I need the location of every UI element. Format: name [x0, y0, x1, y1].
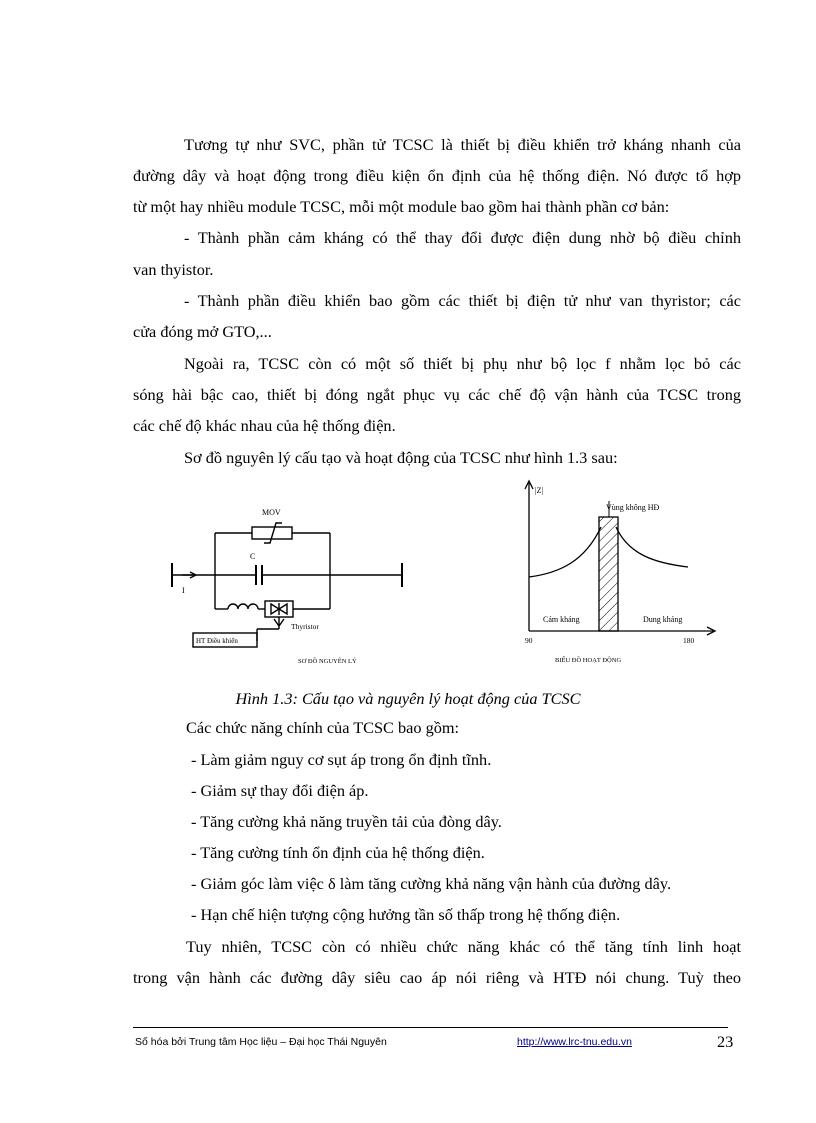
list-item: - Tăng cường khả năng truyền tải của đòng dây. — [191, 812, 502, 831]
capacitor-label: C — [250, 552, 256, 561]
footer-link[interactable]: http://www.lrc-tnu.edu.vn — [517, 1036, 632, 1048]
chart-region-label: Vùng không HĐ — [606, 503, 660, 512]
text-line: Tuy nhiên, TCSC còn có nhiều chức năng khác có thể tăng tính linh hoạt — [186, 937, 741, 956]
text-line: van thyistor. — [133, 260, 214, 279]
text-line: trong vận hành các đường dây siêu cao áp nói riêng và HTĐ nói chung. Tuỳ theo — [133, 968, 741, 987]
chart-left-region: Cảm kháng — [543, 615, 580, 624]
tcsc-operating-chart — [505, 477, 725, 669]
text-line: - Thành phần cảm kháng có thể thay đổi được điện dung nhờ bộ điều chỉnh — [184, 228, 741, 247]
footer-source: Số hóa bởi Trung tâm Học liệu – Đại học Thái Nguyên — [135, 1036, 387, 1048]
mov-label: MOV — [262, 508, 281, 517]
page-number: 23 — [717, 1032, 734, 1051]
list-item: - Giảm góc làm việc δ làm tăng cường khả năng vận hành của đường dây. — [191, 874, 672, 893]
text-line: các chế độ khác nhau của hệ thống điện. — [133, 416, 396, 435]
text-line: từ một hay nhiều module TCSC, mỗi một module bao gồm hai thành phần cơ bản: — [133, 197, 670, 216]
list-item: - Làm giảm nguy cơ sụt áp trong ổn định tĩnh. — [191, 750, 492, 769]
chart-x-min: 90 — [525, 636, 533, 645]
current-label: I — [182, 586, 185, 595]
chart-ylabel: |Z| — [535, 486, 544, 495]
control-system-label: HT Điều khiển — [196, 637, 238, 645]
functions-intro: Các chức năng chính của TCSC bao gồm: — [186, 718, 460, 737]
text-line: - Thành phần điều khiển bao gồm các thiết bị điện tử như van thyristor; các — [184, 291, 741, 310]
tcsc-circuit-diagram — [160, 495, 420, 675]
chart-x-max: 180 — [683, 636, 695, 645]
list-item: - Giảm sự thay đổi điện áp. — [191, 781, 369, 800]
circuit-title: SƠ ĐỒ NGUYÊN LÝ — [298, 658, 357, 665]
text-line: Ngoài ra, TCSC còn có một số thiết bị phụ như bộ lọc f nhằm lọc bỏ các — [184, 354, 741, 373]
text-line: cửa đóng mở GTO,... — [133, 322, 272, 341]
text-line: đường dây và hoạt động trong điều kiện ổn định của hệ thống điện. Nó được tổ hợp — [133, 166, 741, 185]
footer-divider — [133, 1027, 728, 1028]
thyristor-label: Thyristor — [291, 622, 319, 631]
text-line: Tương tự như SVC, phần tử TCSC là thiết bị điều khiển trở kháng nhanh của — [184, 135, 741, 154]
list-item: - Hạn chế hiện tượng cộng hưởng tần số thấp trong hệ thống điện. — [191, 905, 621, 924]
figure-intro-text: Sơ đồ nguyên lý cấu tạo và hoạt động của TCSC như hình 1.3 sau: — [184, 448, 618, 467]
chart-right-region: Dung kháng — [643, 615, 683, 624]
figure-caption: Hình 1.3: Cấu tạo và nguyên lý hoạt động của TCSC — [235, 689, 581, 708]
chart-title: BIỂU ĐỒ HOẠT ĐỘNG — [555, 657, 622, 664]
text-line: sóng hài bậc cao, thiết bị đóng ngắt phục vụ các chế độ vận hành của TCSC trong — [133, 385, 741, 404]
list-item: - Tăng cường tính ổn định của hệ thống điện. — [191, 843, 485, 862]
